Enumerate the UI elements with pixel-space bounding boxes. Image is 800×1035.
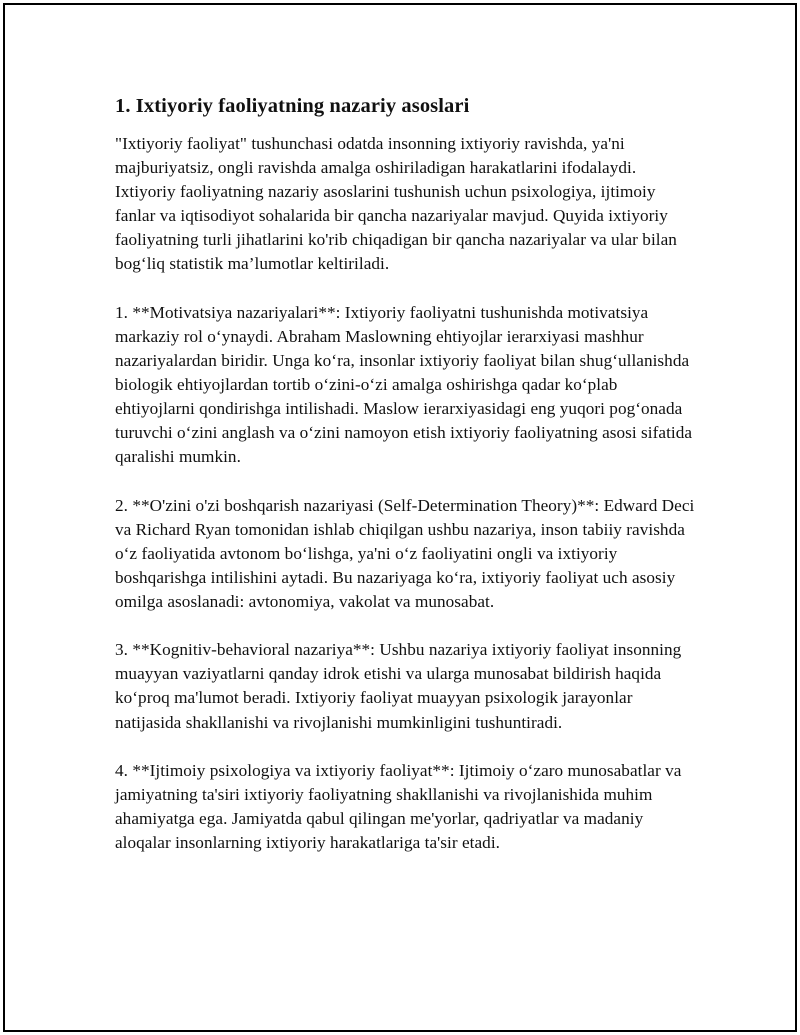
social-psychology-paragraph: 4. **Ijtimoiy psixologiya va ixtiyoriy faoliyat**: Ijtimoiy o‘zaro munosabatlar va jamiyatning ta'siri ixtiyoriy faoliyatning shakllanishi va rivojlanishida muhim ahamiyatga ega. Jamiyatda qabul qilingan me'yorlar, qadriyatlar va madaniy aloqalar insonlarning ixtiyoriy harakatlariga ta'sir etadi.	[115, 760, 682, 853]
intro-paragraph: "Ixtiyoriy faoliyat" tushunchasi odatda insonning ixtiyoriy ravishda, ya'ni majburiyatsiz, ongli ravishda amalga oshiriladigan harakatlarini ifodalaydi. Ixtiyoriy faoliyatning nazariy asoslarini tushunish uchun psixologiya, ijtimoiy fanlar va iqtisodiyot sohalarida bir qancha nazariyalar mavjud. Quyida ixtiyoriy faoliyatning turli jihatlarini ko'rib chiqadigan bir qancha nazariyalar va ular bilan bog‘liq statistik ma’lumotlar keltiriladi.	[115, 134, 677, 274]
cognitive-behavioral-paragraph: 3. **Kognitiv-behavioral nazariya**: Ushbu nazariya ixtiyoriy faoliyat insonning muayyan vaziyatlarni qanday idrok etishi va ularga munosabat bildirish haqida ko‘proq ma'lumot beradi. Ixtiyoriy faoliyat muayyan psixologik jarayonlar natijasida shakllanishi va rivojlanishi mumkinligini tushuntiradi.	[115, 640, 682, 732]
self-determination-theory-paragraph: 2. **O'zini o'zi boshqarish nazariyasi (Self-Determination Theory)**: Edward Deci va Richard Ryan tomonidan ishlab chiqilgan ushbu nazariya, inson tabiiy ravishda o‘z faoliyatida avtonom bo‘lishga, ya'ni o‘z faoliyatini ongli va ixtiyoriy boshqarishga intilishini aytadi. Bu nazariyaga ko‘ra, ixtiyoriy faoliyat uch asosiy omilga asoslanadi: avtonomiya, vakolat va munosabat.	[115, 495, 695, 611]
document-body	[115, 92, 695, 855]
section-heading: 1. Ixtiyoriy faoliyatning nazariy asoslari	[115, 95, 470, 117]
motivation-theories-paragraph: 1. **Motivatsiya nazariyalari**: Ixtiyoriy faoliyatni tushunishda motivatsiya markaziy rol o‘ynaydi. Abraham Maslowning ehtiyojlar ierarxiyasi mashhur nazariyalardan biridir. Unga ko‘ra, insonlar ixtiyoriy faoliyat bilan shug‘ullanishda biologik ehtiyojlardan tortib o‘zini-o‘zi amalga oshirishga qadar ko‘plab ehtiyojlarni qondirishga intilishadi. Maslow ierarxiyasidagi eng yuqori pog‘onada turuvchi o‘zini anglash va o‘zini namoyon etish ixtiyoriy faoliyatning asosi sifatida qaralishi mumkin.	[115, 302, 693, 467]
